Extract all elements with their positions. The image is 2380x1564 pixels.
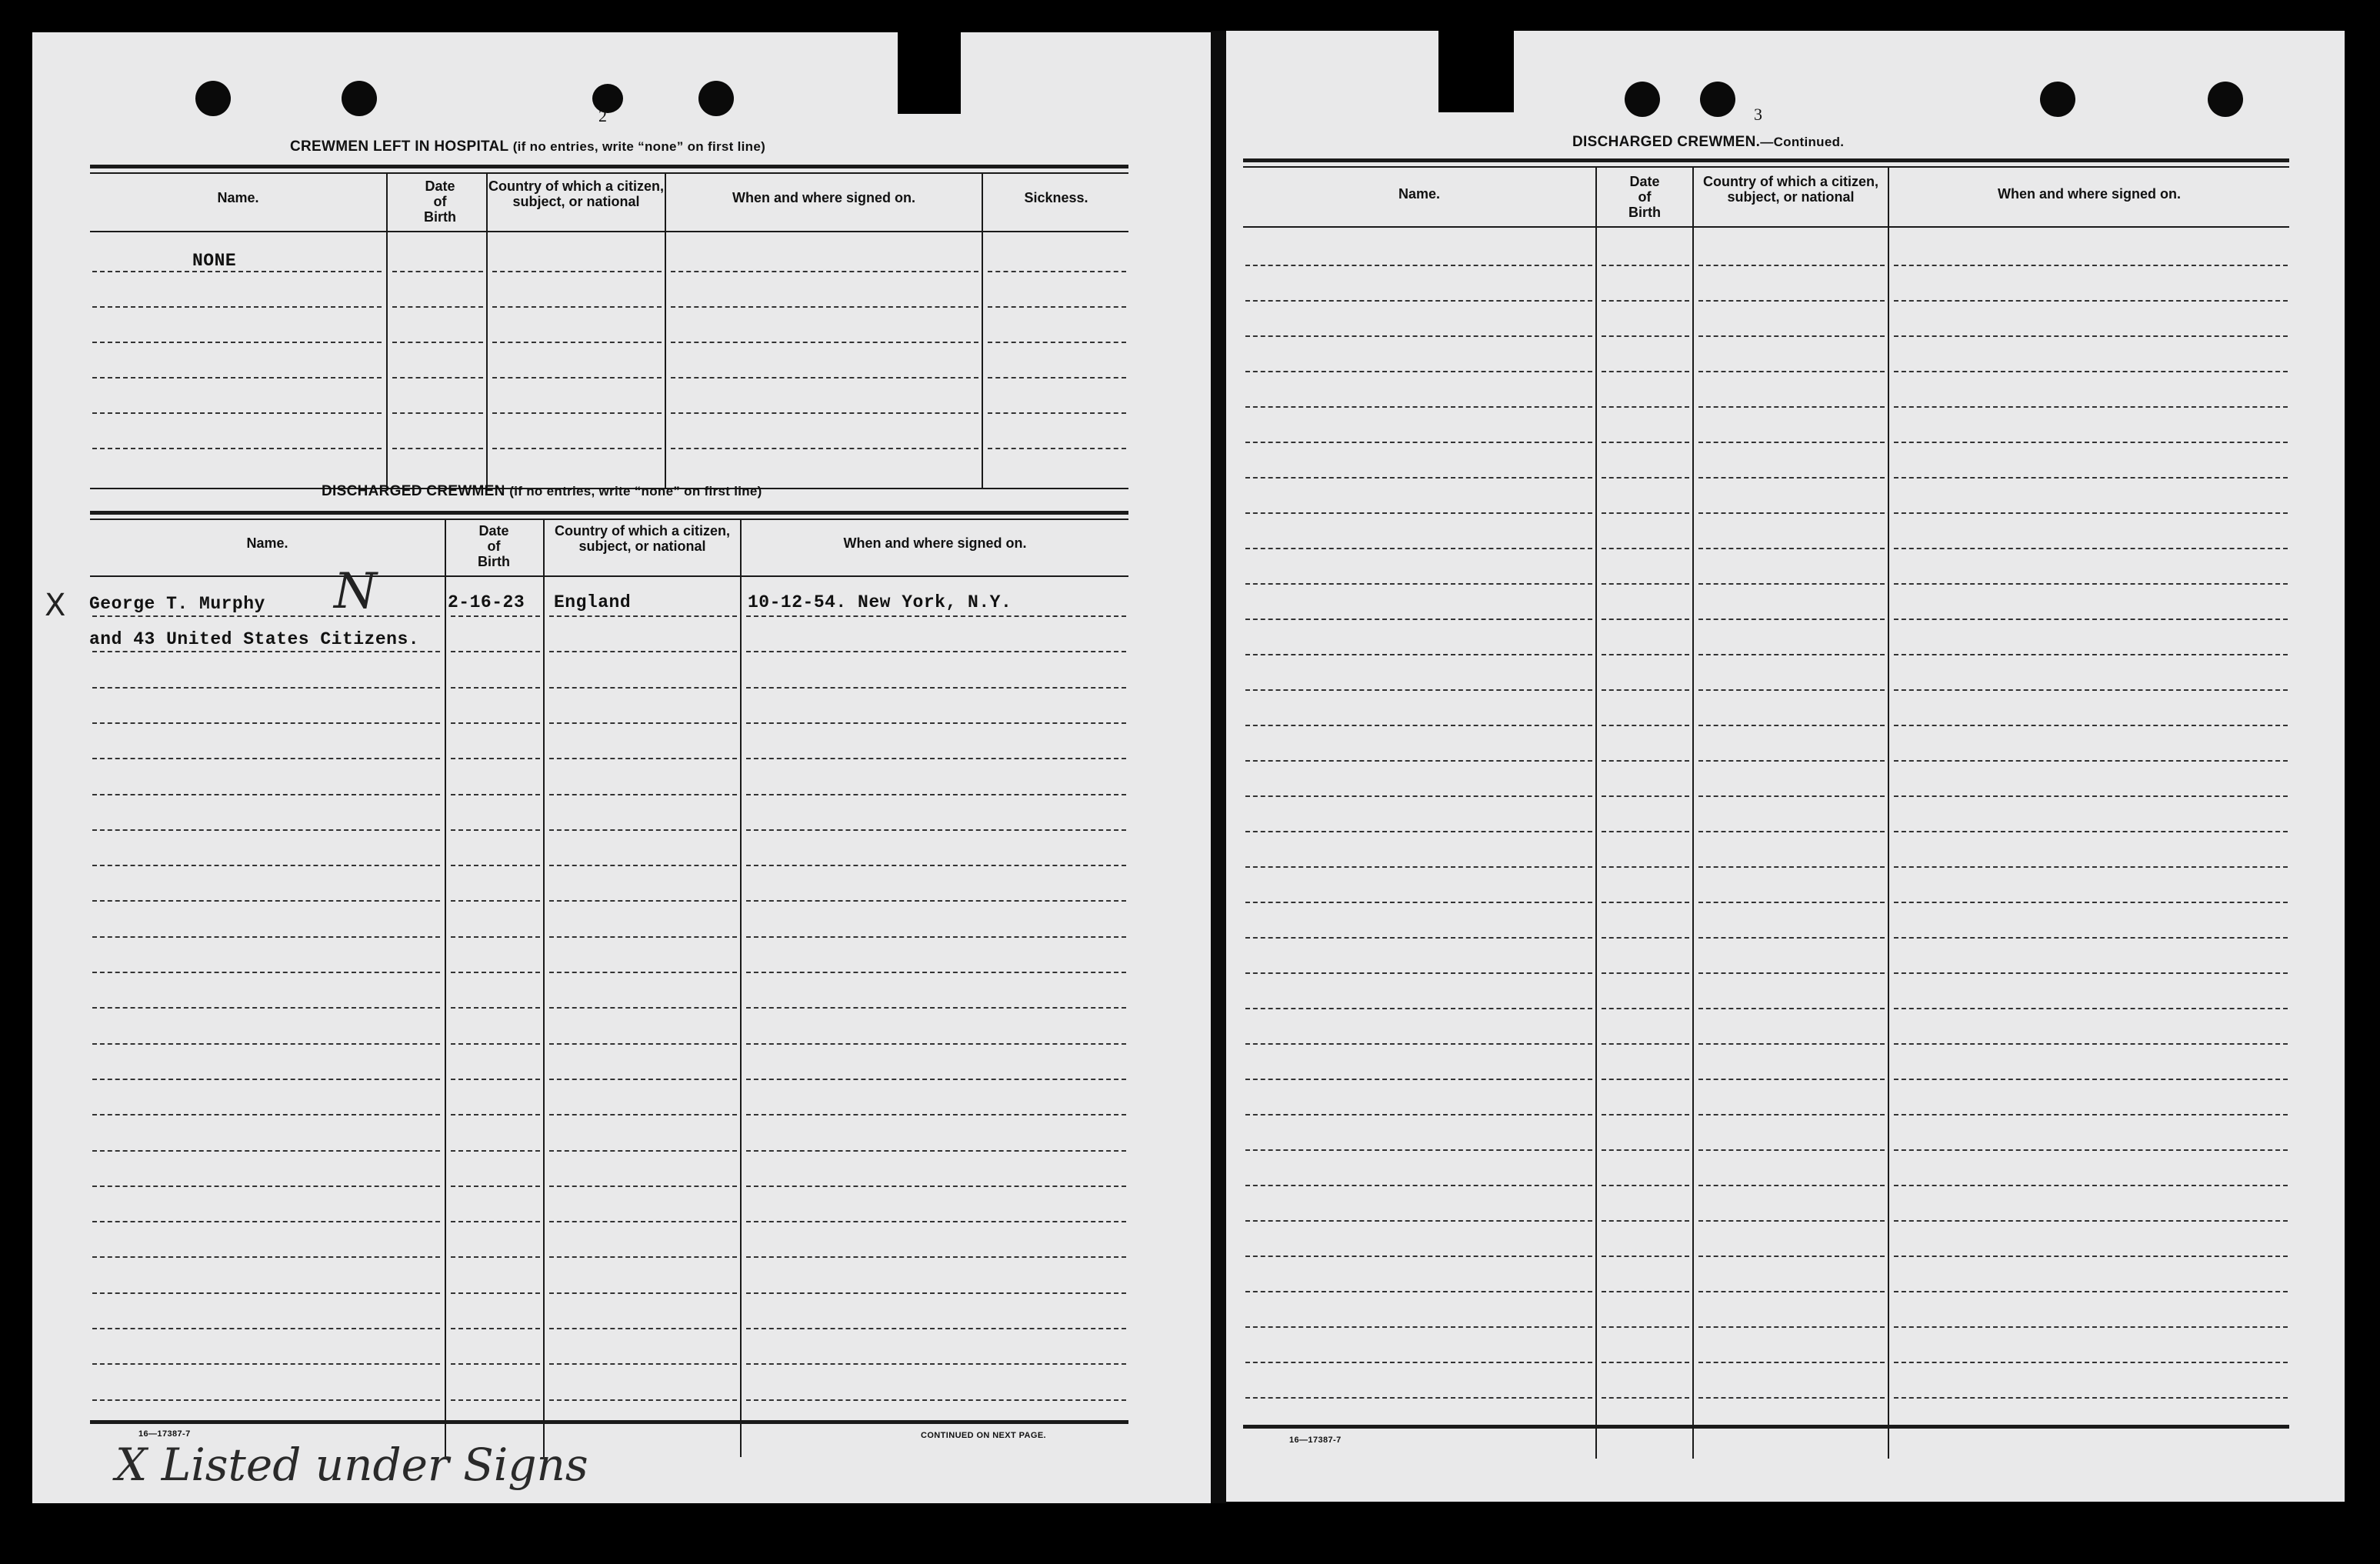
- hospital-section-title: CREWMEN LEFT IN HOSPITAL (if no entries, write “none” on first line): [290, 138, 766, 155]
- ruled-line: [92, 306, 382, 308]
- ruled-line: [1894, 689, 2288, 691]
- punch-hole: [698, 81, 734, 116]
- ruled-line: [1602, 866, 1689, 868]
- ruled-line: [1698, 1079, 1885, 1080]
- ruled-line: [549, 1114, 737, 1115]
- ruled-line: [1245, 937, 1592, 939]
- ruled-line: [746, 722, 1126, 724]
- ruled-line: [1894, 1397, 2288, 1399]
- ruled-line: [746, 829, 1126, 831]
- left-page: [32, 32, 1211, 1503]
- ruled-line: [92, 972, 440, 973]
- header-country: Country of which a citizen, subject, or national: [1702, 174, 1878, 205]
- ruled-line: [1245, 1256, 1592, 1257]
- ruled-line: [746, 900, 1126, 902]
- ruled-line: [1894, 477, 2288, 479]
- ruled-line: [451, 1007, 540, 1009]
- ruled-line: [1245, 335, 1592, 337]
- ruled-line: [1894, 1114, 2288, 1115]
- ruled-line: [451, 1114, 540, 1115]
- ruled-line: [1602, 1185, 1689, 1186]
- ruled-line: [746, 1328, 1126, 1329]
- ruled-line: [92, 687, 440, 689]
- ruled-line: [549, 687, 737, 689]
- ruled-line: [1698, 1043, 1885, 1045]
- ruled-line: [1698, 1008, 1885, 1009]
- ruled-line: [92, 1221, 440, 1222]
- ruled-line: [1602, 1220, 1689, 1222]
- punch-hole: [592, 84, 623, 113]
- form-number: 16—17387-7: [1289, 1436, 1342, 1445]
- ruled-line: [746, 1363, 1126, 1365]
- ruled-line: [1602, 654, 1689, 655]
- ruled-line: [451, 865, 540, 866]
- ruled-line: [746, 615, 1126, 617]
- ruled-line: [549, 1150, 737, 1152]
- binder-notch: [898, 32, 961, 114]
- ruled-line: [1698, 300, 1885, 302]
- ruled-line: [92, 1292, 440, 1294]
- ruled-line: [1245, 512, 1592, 514]
- ruled-line: [1245, 583, 1592, 585]
- ruled-line: [92, 1114, 440, 1115]
- ruled-line: [1698, 654, 1885, 655]
- ruled-line: [549, 829, 737, 831]
- ruled-line: [1698, 1397, 1885, 1399]
- ruled-line: [549, 865, 737, 866]
- punch-hole: [342, 81, 377, 116]
- header-signed-on: When and where signed on.: [1997, 186, 2182, 202]
- ruled-line: [451, 1150, 540, 1152]
- ruled-line: [1698, 265, 1885, 266]
- ruled-line: [671, 377, 978, 378]
- ruled-line: [1894, 1220, 2288, 1222]
- ruled-line: [1602, 1149, 1689, 1151]
- ruled-line: [746, 1256, 1126, 1258]
- ruled-line: [92, 412, 382, 414]
- ruled-line: [92, 1399, 440, 1401]
- ruled-line: [988, 271, 1126, 272]
- ruled-line: [746, 651, 1126, 652]
- ruled-line: [92, 342, 382, 343]
- ruled-line: [1894, 335, 2288, 337]
- ruled-line: [1698, 619, 1885, 620]
- ruled-line: [451, 722, 540, 724]
- ruled-line: [671, 306, 978, 308]
- ruled-line: [1245, 371, 1592, 372]
- page-number: 2: [598, 106, 607, 125]
- ruled-line: [1602, 1326, 1689, 1328]
- ruled-line: [492, 412, 662, 414]
- ruled-line: [451, 687, 540, 689]
- ruled-line: [1698, 1256, 1885, 1257]
- ruled-line: [1245, 1079, 1592, 1080]
- ruled-line: [1245, 831, 1592, 832]
- ruled-line: [1894, 1362, 2288, 1363]
- binder-notch: [1438, 31, 1514, 112]
- ruled-line: [746, 687, 1126, 689]
- ruled-line: [1245, 1185, 1592, 1186]
- ruled-line: [1245, 1397, 1592, 1399]
- ruled-line: [1245, 654, 1592, 655]
- ruled-line: [1894, 795, 2288, 797]
- ruled-line: [1698, 689, 1885, 691]
- ruled-line: [671, 342, 978, 343]
- ruled-line: [92, 1256, 440, 1258]
- ruled-line: [671, 271, 978, 272]
- ruled-line: [549, 794, 737, 795]
- ruled-line: [746, 1114, 1126, 1115]
- ruled-line: [1894, 1185, 2288, 1186]
- ruled-line: [92, 1328, 440, 1329]
- ruled-line: [1602, 1256, 1689, 1257]
- ruled-line: [1602, 265, 1689, 266]
- ruled-line: [1698, 442, 1885, 443]
- ruled-line: [1894, 512, 2288, 514]
- ruled-line: [746, 1292, 1126, 1294]
- ruled-line: [1894, 725, 2288, 726]
- ruled-line: [492, 377, 662, 378]
- ruled-line: [746, 1079, 1126, 1080]
- ruled-line: [1894, 760, 2288, 762]
- ruled-line: [988, 448, 1126, 449]
- ruled-line: [392, 377, 483, 378]
- ruled-line: [746, 972, 1126, 973]
- ruled-line: [1245, 1114, 1592, 1115]
- ruled-line: [1698, 1362, 1885, 1363]
- ruled-line: [92, 377, 382, 378]
- ruled-line: [451, 1363, 540, 1365]
- ruled-line: [1698, 795, 1885, 797]
- ruled-line: [1698, 1220, 1885, 1222]
- ruled-line: [92, 1150, 440, 1152]
- ruled-line: [746, 1007, 1126, 1009]
- ruled-line: [746, 758, 1126, 759]
- punch-hole: [2040, 82, 2075, 117]
- ruled-line: [1894, 583, 2288, 585]
- ruled-line: [1245, 902, 1592, 903]
- ruled-line: [92, 758, 440, 759]
- margin-x-mark: X: [45, 588, 66, 623]
- ruled-line: [1602, 1397, 1689, 1399]
- page-number: 3: [1754, 105, 1762, 124]
- ruled-line: [1245, 477, 1592, 479]
- ruled-line: [671, 448, 978, 449]
- ruled-line: [492, 306, 662, 308]
- ruled-line: [92, 900, 440, 902]
- discharged-section-title: DISCHARGED CREWMEN (if no entries, write “none” on first line): [322, 483, 762, 499]
- ruled-line: [451, 758, 540, 759]
- ruled-line: [1602, 619, 1689, 620]
- ruled-line: [988, 412, 1126, 414]
- ruled-line: [549, 972, 737, 973]
- ruled-line: [1602, 477, 1689, 479]
- ruled-line: [988, 377, 1126, 378]
- continued-note: CONTINUED ON NEXT PAGE.: [921, 1431, 1047, 1440]
- ruled-line: [549, 1363, 737, 1365]
- crewman-name: George T. Murphy: [89, 594, 265, 614]
- ruled-line: [1602, 937, 1689, 939]
- header-name: Name.: [246, 535, 288, 551]
- ruled-line: [1602, 300, 1689, 302]
- ruled-line: [1245, 300, 1592, 302]
- ruled-line: [549, 1186, 737, 1187]
- ruled-line: [1602, 972, 1689, 974]
- ruled-line: [1245, 1043, 1592, 1045]
- ruled-line: [1602, 760, 1689, 762]
- ruled-line: [92, 615, 440, 617]
- handwritten-initial: N: [334, 563, 377, 620]
- ruled-line: [1698, 512, 1885, 514]
- ruled-line: [1602, 795, 1689, 797]
- ruled-line: [451, 1399, 540, 1401]
- ruled-line: [92, 1363, 440, 1365]
- ruled-line: [1698, 725, 1885, 726]
- ruled-line: [746, 1186, 1126, 1187]
- ruled-line: [92, 651, 440, 652]
- right-page: [1226, 31, 2345, 1502]
- ruled-line: [1894, 866, 2288, 868]
- ruled-line: [1602, 548, 1689, 549]
- ruled-line: [1894, 548, 2288, 549]
- ruled-line: [1698, 1326, 1885, 1328]
- ruled-line: [451, 1256, 540, 1258]
- ruled-line: [988, 342, 1126, 343]
- ruled-line: [1698, 972, 1885, 974]
- ruled-line: [451, 1186, 540, 1187]
- ruled-line: [1698, 1114, 1885, 1115]
- ruled-line: [1698, 831, 1885, 832]
- ruled-line: [92, 1186, 440, 1187]
- header-country: Country of which a citizen, subject, or national: [488, 178, 664, 209]
- ruled-line: [1602, 335, 1689, 337]
- ruled-line: [1245, 725, 1592, 726]
- ruled-line: [451, 615, 540, 617]
- header-date-of-birth: Date of Birth: [478, 523, 510, 569]
- ruled-line: [988, 306, 1126, 308]
- ruled-line: [92, 448, 382, 449]
- ruled-line: [1245, 795, 1592, 797]
- ruled-line: [1245, 1362, 1592, 1363]
- ruled-line: [746, 865, 1126, 866]
- ruled-line: [1245, 442, 1592, 443]
- ruled-line: [1894, 371, 2288, 372]
- header-signed-on: When and where signed on.: [843, 535, 1027, 551]
- ruled-line: [671, 412, 978, 414]
- ruled-line: [1894, 300, 2288, 302]
- ruled-line: [1894, 654, 2288, 655]
- ruled-line: [746, 1399, 1126, 1401]
- ruled-line: [746, 1221, 1126, 1222]
- ruled-line: [392, 412, 483, 414]
- ruled-line: [1698, 477, 1885, 479]
- ruled-line: [1602, 1114, 1689, 1115]
- ruled-line: [549, 615, 737, 617]
- ruled-line: [451, 1221, 540, 1222]
- ruled-line: [451, 972, 540, 973]
- ruled-line: [451, 1043, 540, 1045]
- ruled-line: [1894, 1149, 2288, 1151]
- ruled-line: [1698, 1149, 1885, 1151]
- ruled-line: [1602, 583, 1689, 585]
- ruled-line: [451, 1079, 540, 1080]
- ruled-line: [1698, 335, 1885, 337]
- ruled-line: [1602, 831, 1689, 832]
- ruled-line: [492, 271, 662, 272]
- ruled-line: [1698, 406, 1885, 408]
- ruled-line: [549, 722, 737, 724]
- ruled-line: [451, 1292, 540, 1294]
- ruled-line: [1245, 1149, 1592, 1151]
- header-signed-on: When and where signed on.: [732, 190, 916, 205]
- ruled-line: [451, 829, 540, 831]
- ruled-line: [1245, 1008, 1592, 1009]
- header-country: Country of which a citizen, subject, or national: [554, 523, 730, 554]
- ruled-line: [1602, 725, 1689, 726]
- ruled-line: [1698, 1185, 1885, 1186]
- ruled-line: [549, 1043, 737, 1045]
- ruled-line: [1894, 972, 2288, 974]
- ruled-line: [1602, 1362, 1689, 1363]
- ruled-line: [549, 1328, 737, 1329]
- ruled-line: [746, 936, 1126, 938]
- ruled-line: [451, 651, 540, 652]
- ruled-line: [1698, 866, 1885, 868]
- ruled-line: [746, 1043, 1126, 1045]
- header-date-of-birth: Date of Birth: [1628, 174, 1661, 220]
- ruled-line: [1245, 265, 1592, 266]
- ruled-line: [451, 900, 540, 902]
- ruled-line: [1894, 442, 2288, 443]
- ruled-line: [1698, 760, 1885, 762]
- ruled-line: [1245, 972, 1592, 974]
- crewman-date-of-birth: 2-16-23: [448, 592, 525, 612]
- ruled-line: [549, 1221, 737, 1222]
- ruled-line: [549, 1256, 737, 1258]
- ruled-line: [1245, 619, 1592, 620]
- ruled-line: [1894, 1079, 2288, 1080]
- ruled-line: [1245, 548, 1592, 549]
- page-spine: [1211, 31, 1226, 1503]
- ruled-line: [1602, 406, 1689, 408]
- ruled-line: [1602, 689, 1689, 691]
- ruled-line: [1245, 866, 1592, 868]
- ruled-line: [746, 1150, 1126, 1152]
- ruled-line: [1894, 406, 2288, 408]
- discharged-continued-title: DISCHARGED CREWMEN.—Continued.: [1572, 134, 1845, 150]
- header-name: Name.: [217, 190, 259, 205]
- ruled-line: [549, 936, 737, 938]
- ruled-line: [1602, 902, 1689, 903]
- ruled-line: [492, 448, 662, 449]
- ruled-line: [1698, 371, 1885, 372]
- ruled-line: [92, 829, 440, 831]
- ruled-line: [392, 342, 483, 343]
- ruled-line: [1698, 583, 1885, 585]
- ruled-line: [92, 722, 440, 724]
- ruled-line: [392, 448, 483, 449]
- ruled-line: [549, 1007, 737, 1009]
- ruled-line: [1698, 1291, 1885, 1292]
- ruled-line: [1602, 1291, 1689, 1292]
- ruled-line: [1894, 1326, 2288, 1328]
- ruled-line: [1894, 1043, 2288, 1045]
- punch-hole: [1700, 82, 1735, 117]
- ruled-line: [1698, 937, 1885, 939]
- ruled-line: [1894, 831, 2288, 832]
- ruled-line: [451, 1328, 540, 1329]
- ruled-line: [1698, 902, 1885, 903]
- ruled-line: [92, 794, 440, 795]
- ruled-line: [392, 271, 483, 272]
- ruled-line: [92, 271, 382, 272]
- ruled-line: [549, 1079, 737, 1080]
- ruled-line: [92, 1043, 440, 1045]
- ruled-line: [451, 936, 540, 938]
- punch-hole: [195, 81, 231, 116]
- ruled-line: [1894, 619, 2288, 620]
- ruled-line: [451, 794, 540, 795]
- ruled-line: [92, 865, 440, 866]
- ruled-line: [1602, 1008, 1689, 1009]
- ruled-line: [1245, 689, 1592, 691]
- ruled-line: [549, 758, 737, 759]
- form-number: 16—17387-7: [138, 1429, 191, 1439]
- header-date-of-birth: Date of Birth: [424, 178, 456, 225]
- ruled-line: [1894, 1256, 2288, 1257]
- ruled-line: [1602, 1043, 1689, 1045]
- ruled-line: [549, 1292, 737, 1294]
- ruled-line: [549, 651, 737, 652]
- ruled-line: [1245, 406, 1592, 408]
- ruled-line: [492, 342, 662, 343]
- header-sickness: Sickness.: [1024, 190, 1088, 205]
- ruled-line: [1245, 1326, 1592, 1328]
- ruled-line: [549, 1399, 737, 1401]
- handwritten-note: X Listed under Signs: [115, 1439, 588, 1491]
- hospital-name-entry: NONE: [192, 251, 237, 271]
- crewman-country: England: [554, 592, 632, 612]
- crewman-summary: and 43 United States Citizens.: [89, 629, 420, 649]
- ruled-line: [746, 794, 1126, 795]
- ruled-line: [92, 1079, 440, 1080]
- ruled-line: [1698, 548, 1885, 549]
- ruled-line: [1894, 937, 2288, 939]
- ruled-line: [92, 936, 440, 938]
- ruled-line: [549, 900, 737, 902]
- ruled-line: [1894, 1008, 2288, 1009]
- punch-hole: [1625, 82, 1660, 117]
- ruled-line: [1245, 760, 1592, 762]
- ruled-line: [1894, 1291, 2288, 1292]
- ruled-line: [92, 1007, 440, 1009]
- ruled-line: [1245, 1220, 1592, 1222]
- ruled-line: [1602, 1079, 1689, 1080]
- ruled-line: [1245, 1291, 1592, 1292]
- punch-hole: [2208, 82, 2243, 117]
- ruled-line: [1602, 512, 1689, 514]
- ruled-line: [392, 306, 483, 308]
- ruled-line: [1602, 442, 1689, 443]
- ruled-line: [1602, 371, 1689, 372]
- ruled-line: [1894, 265, 2288, 266]
- header-name: Name.: [1398, 186, 1441, 202]
- ruled-line: [1894, 902, 2288, 903]
- crewman-signed-on: 10-12-54. New York, N.Y.: [748, 592, 1012, 612]
